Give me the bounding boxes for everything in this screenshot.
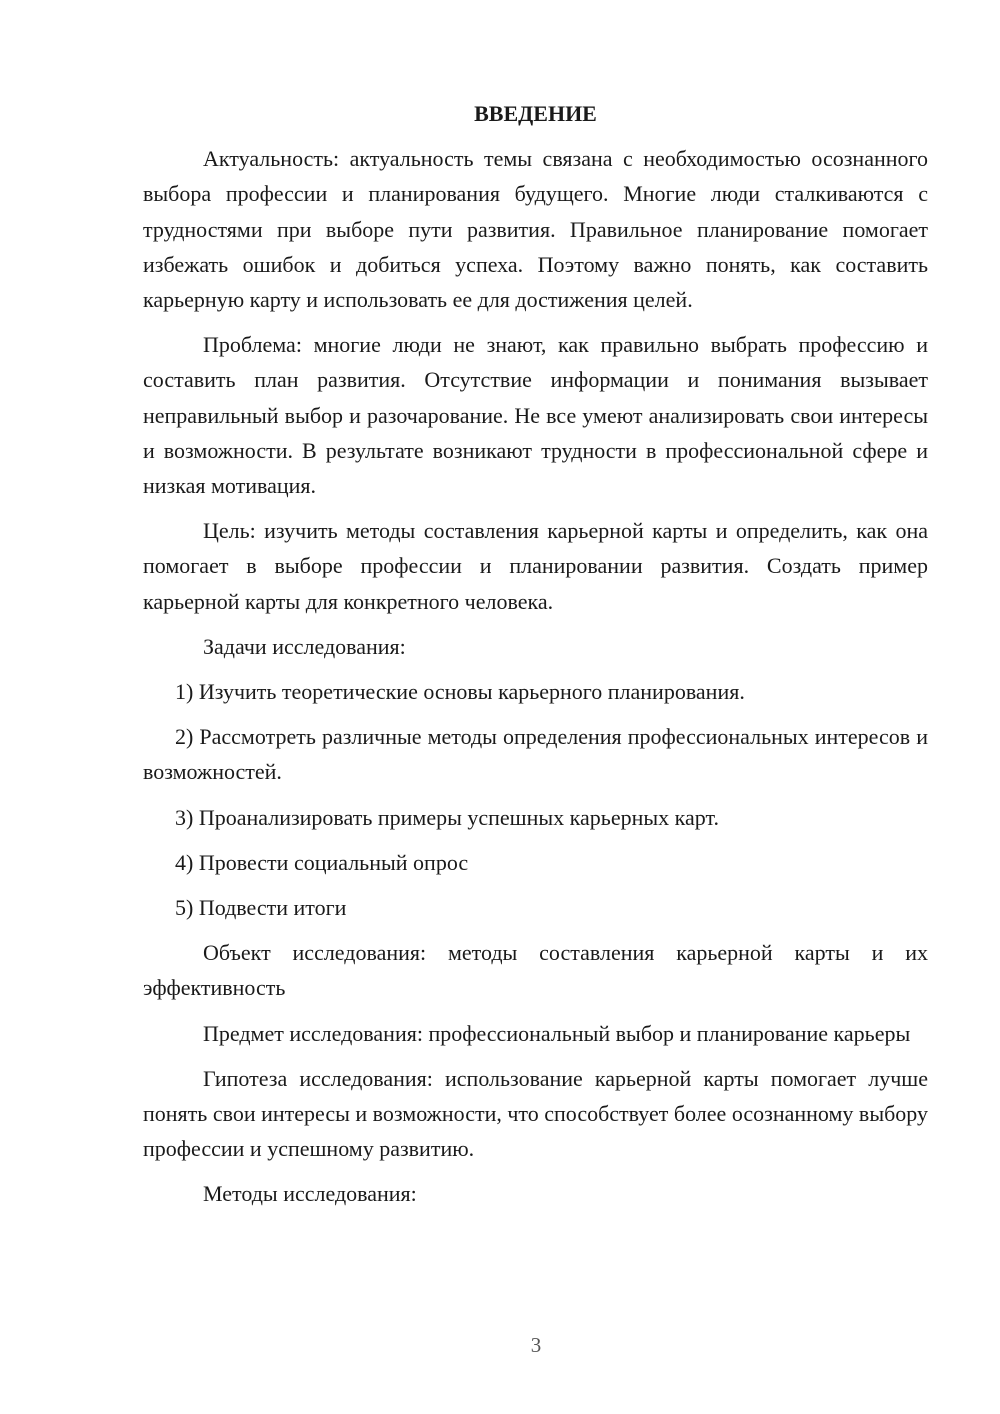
- page-number: 3: [530, 1333, 542, 1357]
- paragraph-hypothesis: Гипотеза исследования: использование карьерной карты помогает лучше понять свои интересы и возможности, что способствует более осознанному выбору профессии и успешному развитию.: [143, 1065, 928, 1162]
- paragraph-object: Объект исследования: методы составления карьерной карты и их эффективность: [143, 940, 928, 1001]
- document-page: [143, 96, 928, 1222]
- paragraph-subject: Предмет исследования: профессиональный выбор и планирование карьеры: [203, 1020, 911, 1046]
- paragraph-relevance: Актуальность: актуальность темы связана с необходимостью осознанного выбора профессии и планирования будущего. Многие люди сталкиваются с трудностями при выборе пути развития. Правильное планирование помогает избежать ошибок и добиться успеха. Поэтому важно понять, как составить карьерную карту и использовать ее для достижения целей.: [143, 146, 928, 313]
- section-title: ВВЕДЕНИЕ: [474, 101, 597, 126]
- paragraph-problem: Проблема: многие люди не знают, как правильно выбрать профессию и составить план развития. Отсутствие информации и понимания вызывает неправильный выбор и разочарование. Не все умеют анализировать свои интересы и возможности. В результате возникают трудности в профессиональной сфере и низкая мотивация.: [143, 332, 928, 499]
- task-item-2: 2) Рассмотреть различные методы определения профессиональных интересов и возможностей.: [143, 724, 928, 785]
- paragraph-tasks-heading: Задачи исследования:: [203, 633, 406, 659]
- task-item-3: 3) Проанализировать примеры успешных карьерных карт.: [175, 804, 719, 830]
- paragraph-goal: Цель: изучить методы составления карьерной карты и определить, как она помогает в выборе профессии и планировании развития. Создать пример карьерной карты для конкретного человека.: [143, 518, 928, 614]
- task-item-5: 5) Подвести итоги: [175, 895, 347, 921]
- task-item-1: 1) Изучить теоретические основы карьерного планирования.: [175, 679, 745, 705]
- paragraph-methods: Методы исследования:: [203, 1181, 417, 1207]
- task-item-4: 4) Провести социальный опрос: [175, 849, 469, 875]
